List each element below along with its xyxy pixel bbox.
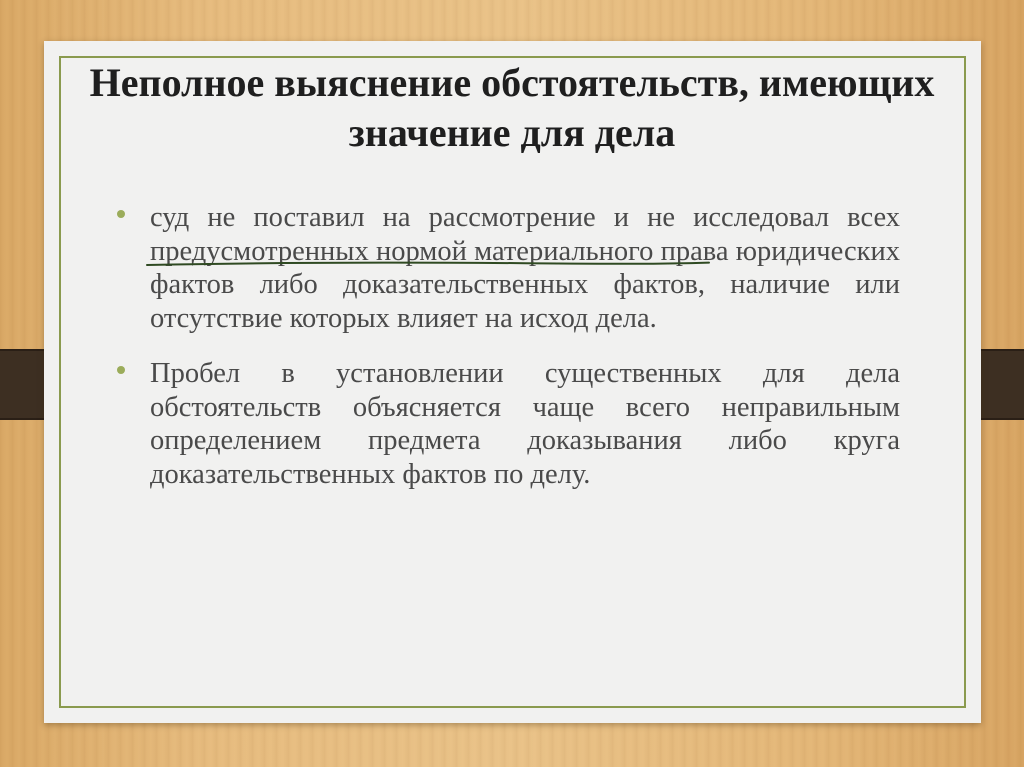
handwritten-underline: [146, 261, 710, 267]
bullet-list: [116, 201, 900, 513]
bullet-item-1: [116, 201, 900, 335]
bullet-text-1: суд не поставил на рассмотрение и не исследовал всех предусмотренных нормой материального права юридических фактов либо доказательственных фактов, наличие или отсутствие которых влияет на исход дела.: [150, 202, 900, 334]
bullet-item-2: [116, 357, 900, 491]
slide-title: Неполное выяснение обстоятельств, имеющих значение для дела: [89, 60, 935, 155]
bullet-dot-icon: [117, 366, 125, 374]
bullet-text-2: Пробел в установлении существенных для дела обстоятельств объясняется чаще всего неправильным определением предмета доказывания либо круга доказательственных фактов по делу.: [150, 358, 900, 490]
bullet-dot-icon: [117, 210, 125, 218]
